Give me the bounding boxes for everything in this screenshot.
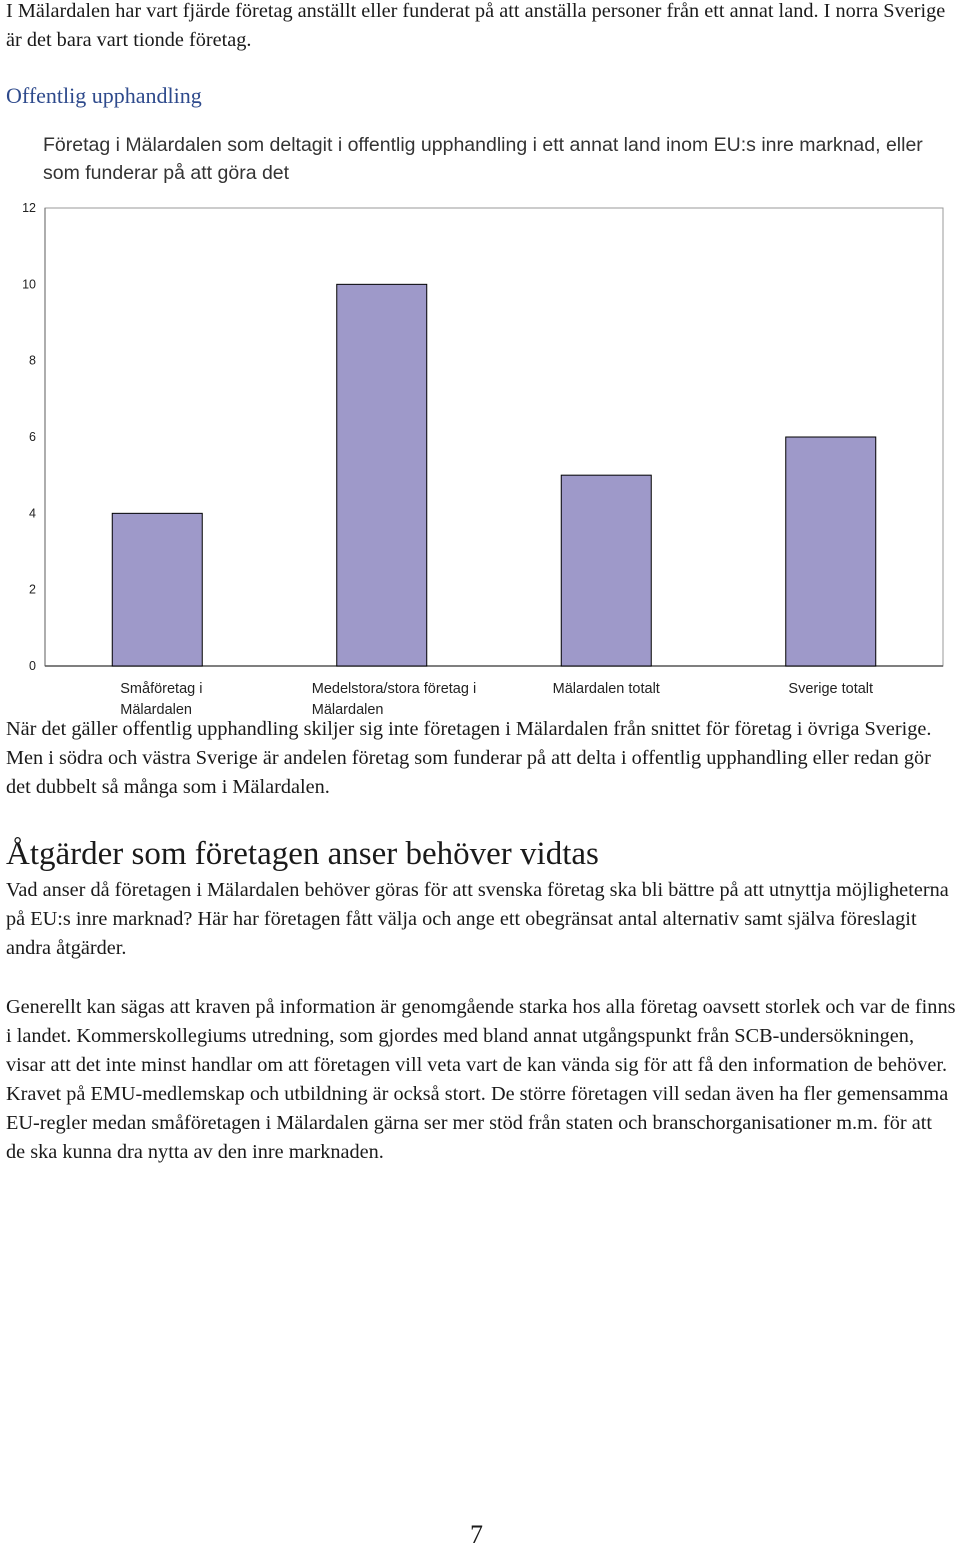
y-tick-label: 2: [29, 582, 36, 597]
y-tick-label: 6: [29, 430, 36, 444]
x-category-label: Småföretag i: [120, 681, 203, 697]
bar: [337, 284, 427, 666]
y-tick-label: 12: [22, 201, 36, 215]
x-category-label: Medelstora/stora företag i: [311, 681, 477, 697]
x-category-label: Mälardalen totalt: [552, 681, 660, 697]
y-tick-label: 4: [29, 506, 36, 521]
paragraph-procurement: När det gäller offentlig upphandling skiljer sig inte företagen i Mälardalen från snittet för företag i övriga Sverige. Men i södra och västra Sverige är andelen företag som funderar på att delta i offentlig upphandling eller redan gör det dubbelt så många som i Mälardalen.: [6, 718, 932, 798]
bar: [786, 437, 876, 666]
bar: [561, 475, 651, 666]
x-category-label: Mälardalen: [311, 702, 384, 718]
y-tick-label: 10: [22, 277, 36, 292]
bar: [112, 513, 202, 666]
section-heading: Offentlig upphandling: [6, 83, 202, 108]
intro-paragraph: I Mälardalen har vart fjärde företag anställt eller funderat på att anställa personer från ett annat land. I norra Sverige är det bara vart tionde företag.: [6, 0, 946, 51]
paragraph-measures: Vad anser då företagen i Mälardalen behöver göras för att svenska företag ska bli bättre på att utnyttja möjligheterna på EU:s inre marknad? Här har företagen fått välja och ange ett obegränsat antal alternativ samt själva föreslagit andra åtgärder.: [6, 879, 949, 959]
x-category-label: Sverige totalt: [788, 681, 874, 697]
y-tick-label: 8: [29, 353, 36, 368]
section-heading-measures: Åtgärder som företagen anser behöver vidtas: [6, 836, 599, 872]
y-tick-label: 0: [29, 659, 36, 673]
x-category-label: Mälardalen: [120, 702, 192, 718]
paragraph-general: Generellt kan sägas att kraven på information är genomgående starka hos alla företag oavsett storlek och var de finns i landet. Kommerskollegiums utredning, som gjordes med bland annat utgångspunkt från SCB-undersökningen, visar att det inte minst handlar om att företagen vill veta vart de kan vända sig för att få den information de behöver. Kravet på EMU-medlemskap och utbildning är också stort. De större företagen vill sedan även ha fler gemensamma EU-regler medan småföretagen i Mälardalen gärna ser mer stöd från staten och branschorganisationer m.m. för att de ska kunna dra nytta av den inre marknaden.: [6, 996, 956, 1163]
page-number: 7: [470, 1520, 483, 1549]
chart-title: Företag i Mälardalen som deltagit i offentlig upphandling i ett annat land inom EU:s inre marknad, eller som funderar på att göra det: [43, 134, 923, 184]
bar-chart: [0, 190, 960, 720]
